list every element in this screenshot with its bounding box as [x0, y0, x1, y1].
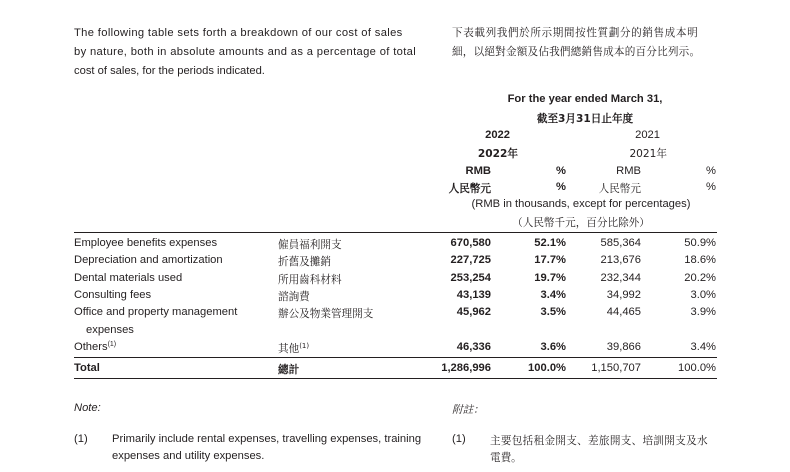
row-pct-2021: 20.2%	[684, 272, 716, 284]
header-unit-en: (RMB in thousands, except for percentages)	[471, 198, 691, 210]
row-label-zh-text: 其他	[278, 343, 300, 355]
row-value-2021: 213,676	[600, 254, 641, 266]
note-text-en-line-1: Primarily include rental expenses, travelling expenses, training	[112, 433, 422, 445]
row-pct-2022: 52.1%	[534, 237, 566, 249]
header-rmb-2022-en: RMB	[465, 165, 491, 177]
row-value-2022: 43,139	[456, 289, 491, 301]
row-label-en: Employee benefits expenses	[74, 237, 218, 249]
row-label-en: Depreciation and amortization	[74, 254, 223, 266]
total-value-2022: 1,286,996	[441, 362, 491, 374]
row-value-2022: 45,962	[456, 306, 491, 318]
total-top-rule	[74, 357, 717, 358]
row-label-zh: 僱員福利開支	[278, 239, 342, 251]
note-text-zh-line-1: 主要包括租金開支、差旅開支、培訓開支及水	[490, 435, 708, 447]
header-2021-en: 2021	[635, 129, 660, 141]
row-value-2021: 232,344	[600, 272, 641, 284]
intro-zh-line-2: 細，以絕對金額及佔我們總銷售成本的百分比列示。	[452, 46, 701, 58]
header-rmb-2022-zh: 人民幣元	[448, 183, 491, 195]
total-label-zh: 總計	[278, 364, 300, 376]
header-2022-en: 2022	[485, 129, 510, 141]
header-unit-zh: （人民幣千元，百分比除外）	[512, 217, 650, 229]
row-value-2021: 44,465	[606, 306, 641, 318]
header-rmb-2021-en: RMB	[616, 165, 641, 177]
row-pct-2021: 3.0%	[690, 289, 716, 301]
header-rule	[74, 232, 717, 233]
intro-english	[74, 24, 436, 81]
row-pct-2022: 3.4%	[540, 289, 566, 301]
note-text-zh-line-2: 電費。	[490, 452, 522, 464]
header-2021-zh: 2021年	[629, 148, 667, 160]
note-number-en: (1)	[74, 433, 88, 445]
row-label-zh: 所用齒科材料	[278, 274, 342, 286]
intro-en-line-1: The following table sets forth a breakdown of our cost of sales	[74, 27, 403, 39]
row-label-en: Office and property management	[74, 306, 238, 318]
header-rmb-2021-zh: 人民幣元	[598, 183, 641, 195]
row-label-zh: 辦公及物業管理開支	[278, 308, 374, 320]
row-label-en-continued: expenses	[86, 324, 134, 336]
note-label-en: Note:	[74, 402, 101, 414]
total-label-en: Total	[74, 362, 100, 374]
row-pct-2021: 3.9%	[690, 306, 716, 318]
intro-chinese	[452, 24, 722, 62]
row-pct-2021: 18.6%	[684, 254, 716, 266]
intro-en-line-3: cost of sales, for the periods indicated.	[74, 65, 265, 77]
intro-en-line-2: by nature, both in absolute amounts and as a percentage of total	[74, 46, 417, 58]
header-2022-zh: 2022年	[477, 148, 518, 160]
header-pct-2022-zh: %	[556, 181, 566, 193]
footnote-marker-zh: (1)	[299, 342, 310, 350]
row-value-2021: 34,992	[606, 289, 641, 301]
total-pct-2022: 100.0%	[528, 362, 566, 374]
header-period-en: For the year ended March 31,	[507, 93, 663, 105]
total-value-2021: 1,150,707	[591, 362, 641, 374]
note-number-zh: (1)	[452, 433, 466, 445]
footnote-marker: (1)	[107, 341, 117, 348]
row-label-zh	[278, 341, 309, 356]
row-pct-2022: 3.5%	[540, 306, 566, 318]
row-value-2021: 39,866	[606, 341, 641, 353]
row-label-en: Consulting fees	[74, 289, 152, 301]
row-pct-2021: 3.4%	[690, 341, 716, 353]
row-label-en	[74, 341, 116, 353]
header-pct-2022: %	[556, 165, 566, 177]
row-value-2022: 46,336	[456, 341, 491, 353]
intro-zh-line-1: 下表載列我們於所示期間按性質劃分的銷售成本明	[452, 27, 699, 39]
row-label-en: Dental materials used	[74, 272, 183, 284]
header-period-zh: 截至3月31日止年度	[536, 113, 634, 125]
note-text-en-line-2: expenses and utility expenses.	[112, 450, 265, 462]
row-pct-2021: 50.9%	[684, 237, 716, 249]
row-pct-2022: 17.7%	[534, 254, 566, 266]
row-value-2022: 670,580	[450, 237, 491, 249]
row-value-2021: 585,364	[600, 237, 641, 249]
row-pct-2022: 3.6%	[540, 341, 566, 353]
header-pct-2021-zh: %	[706, 181, 716, 193]
header-pct-2021: %	[706, 165, 716, 177]
total-pct-2021: 100.0%	[678, 362, 716, 374]
note-label-zh: 附註：	[452, 404, 484, 416]
row-label-zh: 諮詢費	[278, 291, 310, 303]
row-pct-2022: 19.7%	[534, 272, 566, 284]
row-value-2022: 253,254	[450, 272, 491, 284]
row-label-zh: 折舊及攤銷	[278, 256, 331, 268]
total-bottom-rule	[74, 378, 717, 379]
row-value-2022: 227,725	[450, 254, 491, 266]
row-label-en-text: Others	[74, 341, 108, 353]
